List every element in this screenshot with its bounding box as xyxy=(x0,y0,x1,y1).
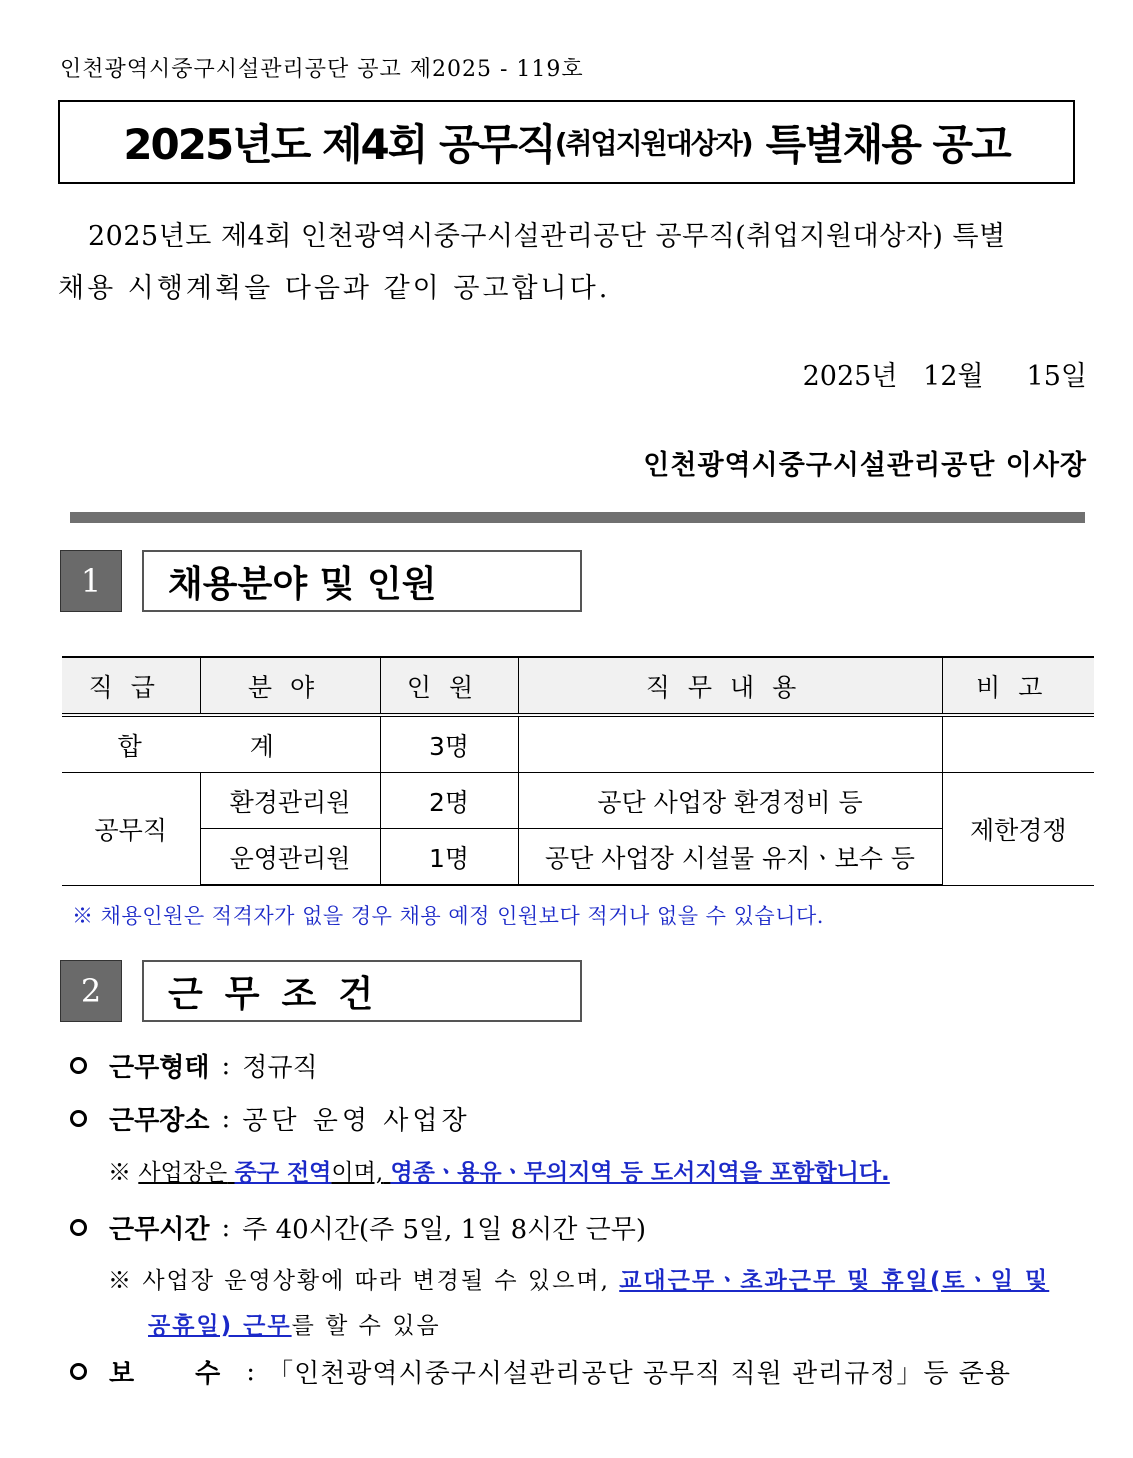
notice-number: 인천광역시중구시설관리공단 공고 제2025 - 119호 xyxy=(60,57,584,82)
circle-bullet-icon xyxy=(70,1110,87,1127)
header-field: 분야 xyxy=(200,657,380,715)
table-row xyxy=(62,773,1094,829)
header-duty: 직무내용 xyxy=(518,657,942,715)
remark: 제한경쟁 xyxy=(942,773,1094,886)
location-note xyxy=(108,1154,890,1187)
signer: 인천광역시중구시설관리공단 이사장 xyxy=(643,450,1087,481)
group-label: 공무직 xyxy=(62,773,200,886)
row-count: 1명 xyxy=(380,829,518,886)
condition-work-type: 근무형태 : 정규직 xyxy=(70,1047,318,1084)
table-row xyxy=(62,829,1094,886)
condition-label: 근무시간 xyxy=(109,1215,210,1245)
hours-note-line-2 xyxy=(148,1307,441,1340)
condition-label: 보 수 xyxy=(109,1359,247,1389)
hours-note-mark: ※ xyxy=(108,1268,133,1294)
recruitment-note: ※ 채용인원은 적격자가 없을 경우 채용 예정 인원보다 적거나 없을 수 있습니다. xyxy=(72,904,824,928)
total-count: 3명 xyxy=(380,715,518,773)
hours-note-text-3: 공휴일) 근무 xyxy=(148,1313,292,1339)
section-1-number: 1 xyxy=(60,550,122,612)
table-row-total xyxy=(62,715,1094,773)
condition-value: 주 40시간(주 5일, 1일 8시간 근무) xyxy=(242,1215,646,1245)
header-count: 인원 xyxy=(380,657,518,715)
condition-pay: 보 수 : 「인천광역시중구시설관리공단 공무직 직원 관리규정」등 준용 xyxy=(70,1353,1011,1390)
location-note-text-1: 사업장은 xyxy=(138,1160,228,1186)
table-header-row xyxy=(62,657,1094,715)
row-field: 환경관리원 xyxy=(200,773,380,829)
condition-value: 「인천광역시중구시설관리공단 공무직 직원 관리규정」등 준용 xyxy=(267,1359,1012,1389)
header-remark: 비고 xyxy=(942,657,1094,715)
location-note-text-2: 중구 전역 xyxy=(234,1160,332,1186)
row-duty: 공단 사업장 환경정비 등 xyxy=(518,773,942,829)
row-field: 운영관리원 xyxy=(200,829,380,886)
intro-line-2: 채용 시행계획을 다음과 같이 공고합니다. xyxy=(58,273,611,304)
total-duty-empty xyxy=(518,715,942,773)
condition-label: 근무장소 xyxy=(109,1106,210,1136)
total-label: 합 계 xyxy=(62,715,380,773)
title-main-after: 특별채용 공고 xyxy=(765,120,1010,169)
title-paren: (취업지원대상자) xyxy=(554,127,752,160)
section-1-title: 채용분야 및 인원 xyxy=(142,550,582,612)
hours-note-text-2: 교대근무ㆍ초과근무 및 휴일(토ㆍ일 및 xyxy=(619,1268,1050,1294)
title-main-before: 2025년도 제4회 공무직 xyxy=(123,120,555,169)
circle-bullet-icon xyxy=(70,1057,87,1074)
location-note-text-3: 이며, xyxy=(331,1160,384,1186)
section-2-title: 근무조건 xyxy=(142,960,582,1022)
recruitment-table xyxy=(62,656,1094,886)
hours-note-line-1 xyxy=(108,1262,1049,1295)
hours-note-text-4: 를 할 수 있음 xyxy=(291,1313,441,1339)
notice-title xyxy=(58,100,1075,184)
total-remark-empty xyxy=(942,715,1094,773)
condition-value: 공단 운영 사업장 xyxy=(242,1106,471,1136)
divider-rule xyxy=(70,512,1085,523)
condition-value: 정규직 xyxy=(242,1053,318,1083)
location-note-text-4: 영종ㆍ용유ㆍ무의지역 등 도서지역을 포함합니다. xyxy=(390,1160,890,1186)
hours-note-text-1: 사업장 운영상황에 따라 변경될 수 있으며, xyxy=(142,1268,610,1294)
condition-work-place: 근무장소 : 공단 운영 사업장 xyxy=(70,1100,471,1137)
section-2-number: 2 xyxy=(60,960,122,1022)
intro-line-1: 2025년도 제4회 인천광역시중구시설관리공단 공무직(취업지원대상자) 특별 xyxy=(88,221,1006,252)
notice-date xyxy=(803,354,1087,393)
date-month: 12월 xyxy=(923,361,984,392)
row-duty: 공단 사업장 시설물 유지ㆍ보수 등 xyxy=(518,829,942,886)
condition-label: 근무형태 xyxy=(109,1053,210,1083)
header-grade: 직급 xyxy=(62,657,200,715)
date-year: 2025년 xyxy=(802,361,898,392)
location-note-mark: ※ xyxy=(108,1160,131,1186)
circle-bullet-icon xyxy=(70,1363,87,1380)
condition-work-hours: 근무시간 : 주 40시간(주 5일, 1일 8시간 근무) xyxy=(70,1209,646,1246)
row-count: 2명 xyxy=(380,773,518,829)
circle-bullet-icon xyxy=(70,1219,87,1236)
date-day: 15일 xyxy=(1026,361,1087,392)
